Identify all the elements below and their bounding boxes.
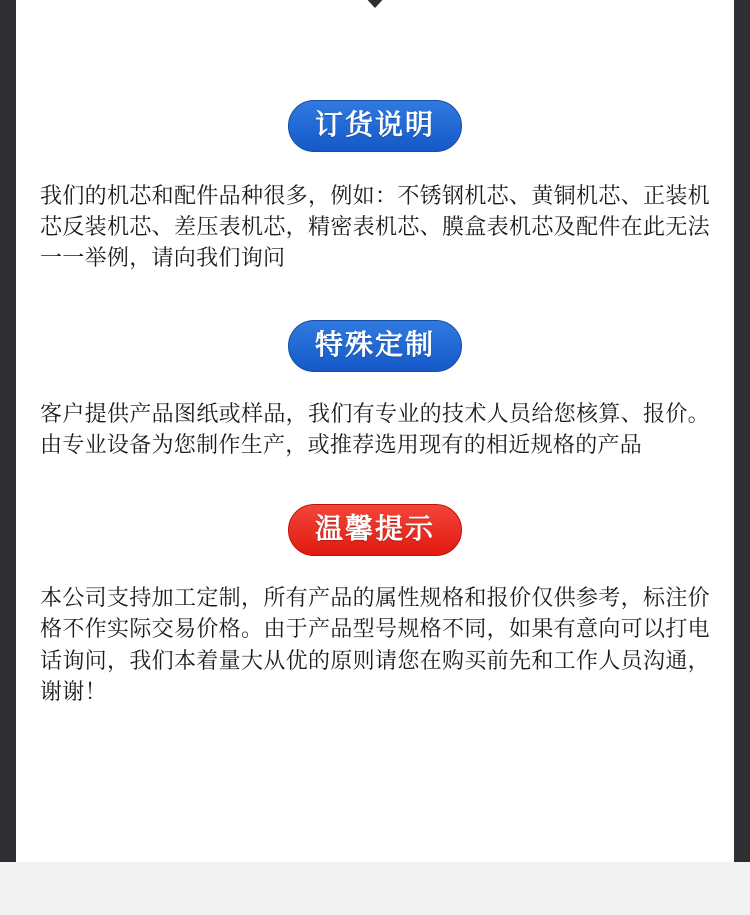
- right-border-strip: [734, 0, 750, 862]
- section-ordering-notes: [40, 100, 710, 274]
- badge-row: [40, 100, 710, 152]
- sections-container: [40, 100, 710, 717]
- content-area: [16, 0, 734, 862]
- section-text-warm-tips: 本公司支持加工定制，所有产品的属性规格和报价仅供参考，标注价格不作实际交易价格。由于产品型号规格不同，如果有意向可以打电话询问，我们本着量大从优的原则请您在购买前先和工作人员沟通，谢谢！: [40, 585, 710, 704]
- badge-row: [40, 320, 710, 372]
- section-badge-ordering-notes: 订货说明: [288, 100, 462, 152]
- section-badge-custom-made: 特殊定制: [288, 320, 462, 372]
- section-text-ordering-notes: 我们的机芯和配件品种很多，例如：不锈钢机芯、黄铜机芯、正装机芯反装机芯、差压表机芯，精密表机芯、膜盒表机芯及配件在此无法一一举例，请向我们询问: [40, 183, 710, 271]
- chevron-down-arrow-icon: [347, 0, 403, 8]
- down-arrow-wrap: [16, 0, 734, 8]
- section-warm-tips: [40, 504, 710, 707]
- section-text-custom-made: 客户提供产品图纸或样品，我们有专业的技术人员给您核算、报价。由专业设备为您制作生产，或推荐选用现有的相近规格的产品: [40, 400, 710, 457]
- left-border-strip: [0, 0, 16, 862]
- section-custom-made: [40, 320, 710, 460]
- section-badge-warm-tips: 温馨提示: [288, 504, 462, 556]
- badge-row: [40, 504, 710, 556]
- footer-band: [0, 862, 750, 915]
